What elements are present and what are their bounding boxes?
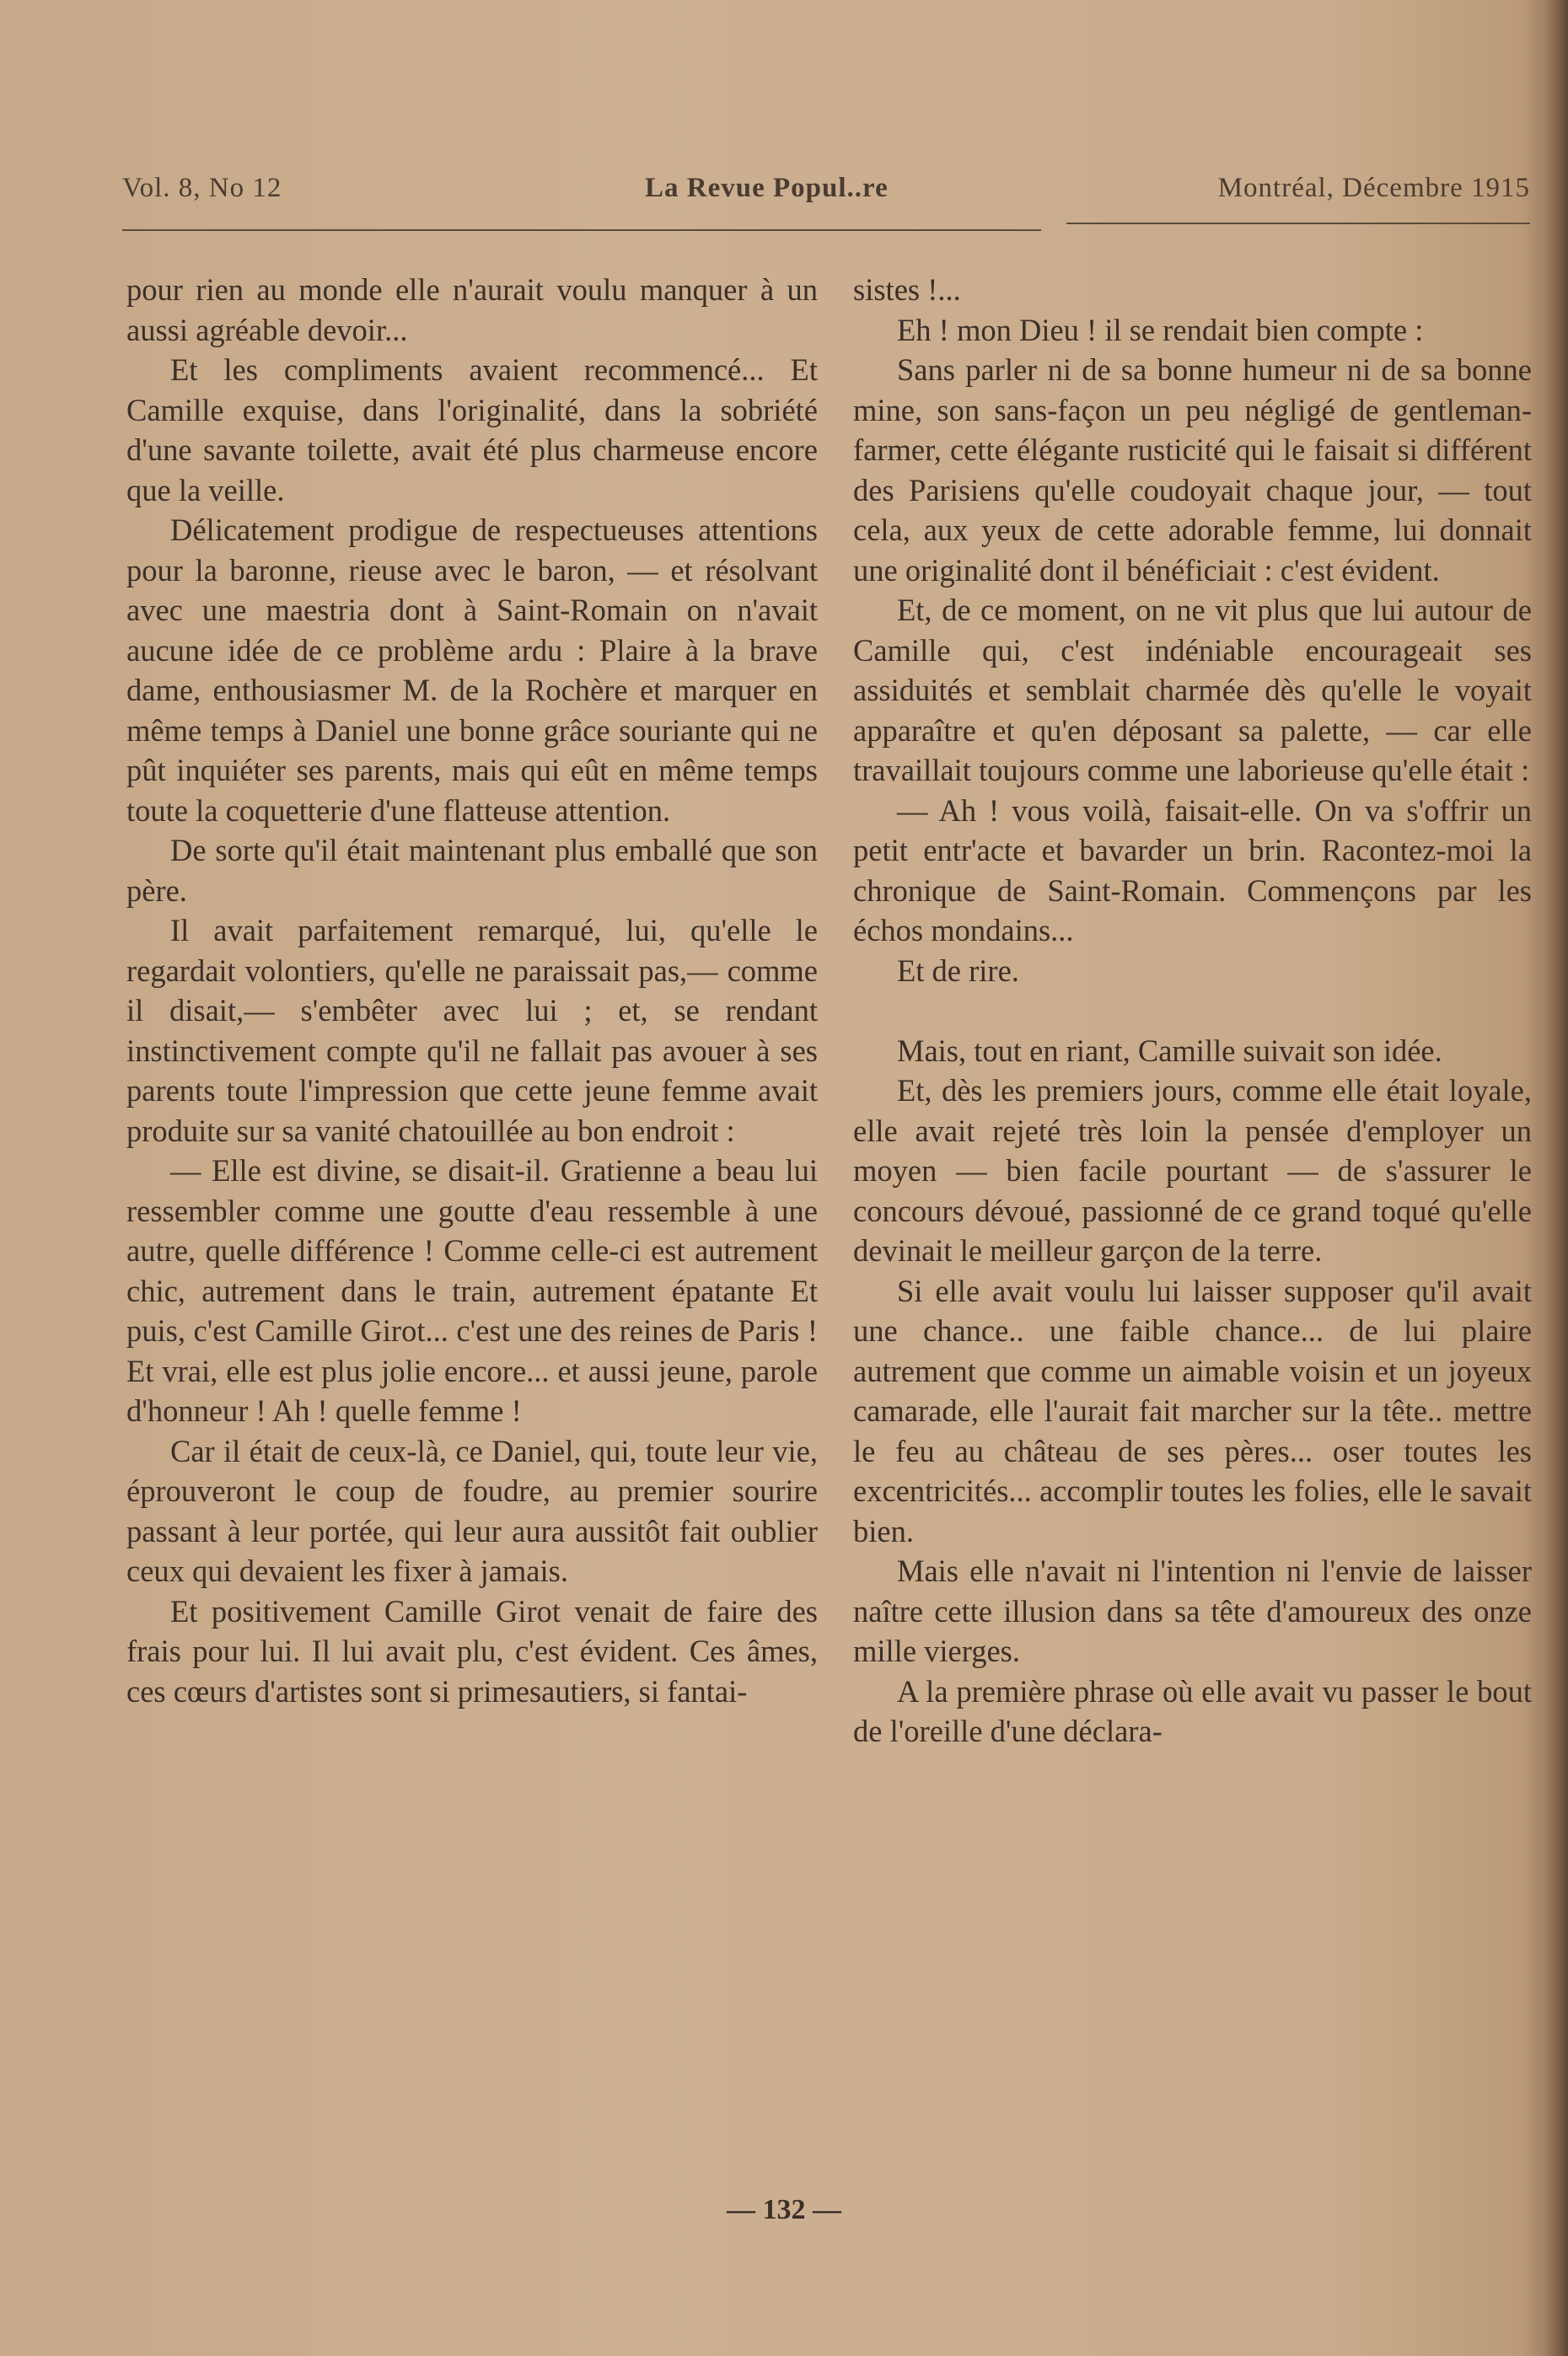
paragraph: Et, de ce moment, on ne vit plus que lui autour de Camille qui, c'est indéniable encourageait ses assiduités et semblait charmée dès qu'elle le voyait apparaître et qu'en déposant sa palette, — car elle travaillait toujours comme une laborieuse qu'elle était : <box>853 593 1532 787</box>
header-rule-right <box>1066 223 1530 224</box>
page-number: — 132 — <box>727 2194 841 2225</box>
paragraph: Mais elle n'avait ni l'intention ni l'envie de laisser naître cette illusion dans sa tête d'amoureux des onze mille vierges. <box>853 1554 1532 1668</box>
header-rule-left <box>122 229 1041 231</box>
paragraph: pour rien au monde elle n'aurait voulu manquer à un aussi agréable devoir... <box>126 272 818 347</box>
right-column <box>853 270 1532 1752</box>
paragraph: — Ah ! vous voilà, faisait-elle. On va s'offrir un petit entr'acte et bavarder un brin. Racontez-moi la chronique de Saint-Romain. Commençons par les échos mondains... <box>853 792 1532 947</box>
paragraph: Si elle avait voulu lui laisser supposer qu'il avait une chance.. une faible chance... de lui plaire autrement que comme un aimable voisin et un joyeux camarade, elle l'aurait fait marcher sur la tête.. mettre le feu au château de ses pères... oser toutes les excentricités... accomplir toutes les folies, elle le savait bien. <box>853 1273 1532 1548</box>
running-header <box>122 173 1530 215</box>
paragraph: sistes !... <box>853 272 961 307</box>
paragraph: Eh ! mon Dieu ! il se rendait bien compte : <box>897 312 1424 347</box>
paragraph: Car il était de ceux-là, ce Daniel, qui, toute leur vie, éprouveront le coup de foudre, au premier sourire passant à leur portée, qui leur aura aussitôt fait oublier ceux qui devaient les fixer à jamais. <box>126 1433 818 1588</box>
page-edge-shadow <box>1544 0 1568 2356</box>
header-publication: La Revue Popul..re <box>645 173 889 203</box>
paragraph: Délicatement prodigue de respectueuses attentions pour la baronne, rieuse avec le baron, — et résolvant avec une maestria dont à Saint-Romain on n'avait aucune idée de ce problème ardu : Plaire à la brave dame, enthousiasmer M. de la Rochère et marquer en même temps à Daniel une bonne grâce souriante qui ne pût inquiéter ses parents, mais qui eût en même temps toute la coquetterie d'une flatteuse attention. <box>126 513 818 828</box>
paragraph: Et les compliments avaient recommencé... Et Camille exquise, dans l'originalité, dans la sobriété d'une savante toilette, avait été plus charmeuse encore que la veille. <box>126 352 818 507</box>
paragraph: Il avait parfaitement remarqué, lui, qu'elle le regardait volontiers, qu'elle ne paraissait pas,— comme il disait,— s'embêter avec lui ; et, se rendant instinctivement compte qu'il ne fallait pas avouer à ses parents toute l'impression que cette jeune femme avait produite sur sa vanité chatouillée au bon endroit : <box>126 913 818 1148</box>
paragraph: A la première phrase où elle avait vu passer le bout de l'oreille d'une déclara- <box>853 1673 1532 1748</box>
paragraph: Et de rire. <box>897 953 1019 988</box>
header-place-date: Montréal, Décembre 1915 <box>1217 173 1530 203</box>
paragraph: Et, dès les premiers jours, comme elle était loyale, elle avait rejeté très loin la pensée d'employer un moyen — bien facile pourtant — de s'assurer le concours dévoué, passionné de ce grand toqué qu'elle devinait le meilleur garçon de la terre. <box>853 1073 1532 1268</box>
paragraph: — Elle est divine, se disait-il. Gratienne a beau lui ressembler comme une goutte d'eau ressemble à une autre, quelle différence ! Comme celle-ci est autrement chic, autrement dans le train, autrement épatante Et puis, c'est Camille Girot... c'est une des reines de Paris ! Et vrai, elle est plus jolie encore... et aussi jeune, parole d'honneur ! Ah ! quelle femme ! <box>126 1153 818 1428</box>
paragraph: De sorte qu'il était maintenant plus emballé que son père. <box>126 833 818 908</box>
paragraph: Sans parler ni de sa bonne humeur ni de sa bonne mine, son sans-façon un peu négligé de gentleman-farmer, cette élégante rusticité qui le faisait si différent des Parisiens qu'elle coudoyait chaque jour, — tout cela, aux yeux de cette adorable femme, lui donnait une originalité dont il bénéficiait : c'est évident. <box>853 352 1532 588</box>
left-column <box>126 270 818 1711</box>
paragraph: Et positivement Camille Girot venait de faire des frais pour lui. Il lui avait plu, c'est évident. Ces âmes, ces cœurs d'artistes sont si primesautiers, si fantai- <box>126 1593 818 1709</box>
header-volume: Vol. 8, No 12 <box>122 173 282 203</box>
paragraph: Mais, tout en riant, Camille suivait son idée. <box>897 1033 1442 1068</box>
